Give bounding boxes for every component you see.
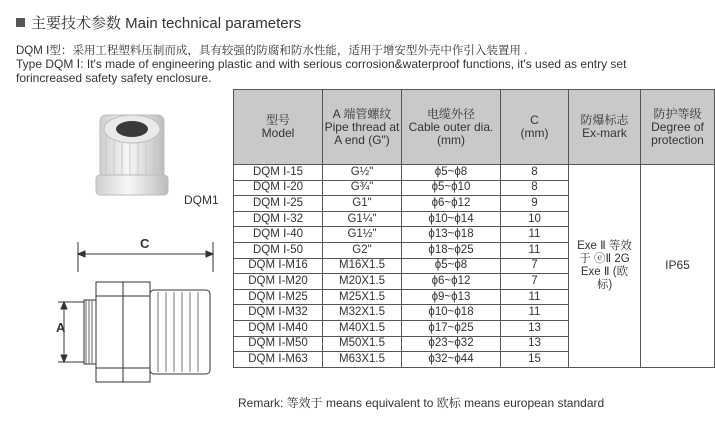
cell-thread: G¾": [323, 180, 402, 196]
header-ex-mark: 防爆标志 Ex-mark: [569, 90, 641, 165]
header-c: C (mm): [501, 90, 569, 165]
cell-c: 11: [501, 242, 569, 258]
remark-note: Remark: 等效于 means equivalent to 欧标 means european standard: [238, 396, 605, 410]
table-header-row: [234, 90, 715, 165]
bullet-square-icon: [16, 18, 25, 27]
dimension-c-label: C: [140, 236, 150, 251]
cable-gland-photo: [72, 95, 192, 205]
cell-c: 9: [501, 196, 569, 212]
header-model: 型号 Model: [234, 90, 323, 165]
cell-c: 11: [501, 227, 569, 243]
header-protection: 防护等级 Degree of protection: [641, 90, 715, 165]
cell-thread: M50X1.5: [323, 336, 402, 352]
cell-thread: M40X1.5: [323, 320, 402, 336]
cell-c: 7: [501, 274, 569, 290]
cell-c: 8: [501, 165, 569, 181]
header-cable-dia: 电缆外径 Cable outer dia. (mm): [402, 90, 501, 165]
spec-table: [233, 89, 715, 368]
cell-model: DQM Ⅰ-32: [234, 211, 323, 227]
cell-dia: ϕ6~ϕ12: [402, 196, 501, 212]
product-label: DQM1: [184, 193, 219, 207]
cell-dia: ϕ17~ϕ25: [402, 320, 501, 336]
cell-model: DQM Ⅰ-40: [234, 227, 323, 243]
cell-dia: ϕ5~ϕ8: [402, 258, 501, 274]
cell-protection: IP65: [641, 165, 715, 368]
header-thread: A 端管螺纹 Pipe thread at A end (G"): [323, 90, 402, 165]
cell-c: 7: [501, 258, 569, 274]
cell-thread: G½": [323, 165, 402, 181]
cell-model: DQM Ⅰ-M63: [234, 352, 323, 368]
cell-thread: G1¼": [323, 211, 402, 227]
cell-model: DQM Ⅰ-M25: [234, 289, 323, 305]
cell-dia: ϕ18~ϕ25: [402, 242, 501, 258]
cell-c: 11: [501, 305, 569, 321]
description-en-line2: forincreased safety safety enclosure.: [16, 71, 212, 85]
cell-dia: ϕ6~ϕ12: [402, 274, 501, 290]
section-heading: [16, 12, 301, 33]
cell-thread: M32X1.5: [323, 305, 402, 321]
cell-dia: ϕ23~ϕ32: [402, 336, 501, 352]
dimension-a-label: A: [56, 320, 66, 335]
cell-thread: M16X1.5: [323, 258, 402, 274]
cell-thread: G2": [323, 242, 402, 258]
cell-dia: ϕ13~ϕ18: [402, 227, 501, 243]
cell-thread: M63X1.5: [323, 352, 402, 368]
cell-model: DQM Ⅰ-M20: [234, 274, 323, 290]
cell-c: 15: [501, 352, 569, 368]
cell-c: 10: [501, 211, 569, 227]
description-cn: DQM Ⅰ型：采用工程塑料压制而成，具有较强的防腐和防水性能，适用于增安型外壳中作引入装置用 .: [16, 45, 528, 57]
cell-dia: ϕ10~ϕ14: [402, 211, 501, 227]
cell-model: DQM Ⅰ-M40: [234, 320, 323, 336]
cell-model: DQM Ⅰ-20: [234, 180, 323, 196]
cell-thread: G1½": [323, 227, 402, 243]
cell-dia: ϕ9~ϕ13: [402, 289, 501, 305]
cell-dia: ϕ32~ϕ44: [402, 352, 501, 368]
cell-ex-mark: Exe Ⅱ 等效 于 ⓔⅡ 2G Exe Ⅱ (欧 标): [569, 165, 641, 368]
cell-c: 13: [501, 320, 569, 336]
cell-thread: M25X1.5: [323, 289, 402, 305]
cell-model: DQM Ⅰ-15: [234, 165, 323, 181]
cell-model: DQM Ⅰ-50: [234, 242, 323, 258]
cell-c: 11: [501, 289, 569, 305]
cell-dia: ϕ5~ϕ10: [402, 180, 501, 196]
cell-model: DQM Ⅰ-M50: [234, 336, 323, 352]
cell-dia: ϕ5~ϕ8: [402, 165, 501, 181]
dimension-drawing: [48, 232, 228, 392]
cell-thread: G1": [323, 196, 402, 212]
cell-model: DQM Ⅰ-25: [234, 196, 323, 212]
description-en-line1: Type DQM Ⅰ: It's made of engineering plastic and with serious corrosion&waterproof functions, it's used as entry set: [16, 57, 627, 71]
cell-model: DQM Ⅰ-M32: [234, 305, 323, 321]
cell-c: 8: [501, 180, 569, 196]
heading-text: 主要技术参数 Main technical parameters: [31, 15, 302, 32]
cell-model: DQM Ⅰ-M16: [234, 258, 323, 274]
cell-c: 13: [501, 336, 569, 352]
cell-thread: M20X1.5: [323, 274, 402, 290]
cell-dia: ϕ10~ϕ18: [402, 305, 501, 321]
table-row: [234, 165, 715, 181]
